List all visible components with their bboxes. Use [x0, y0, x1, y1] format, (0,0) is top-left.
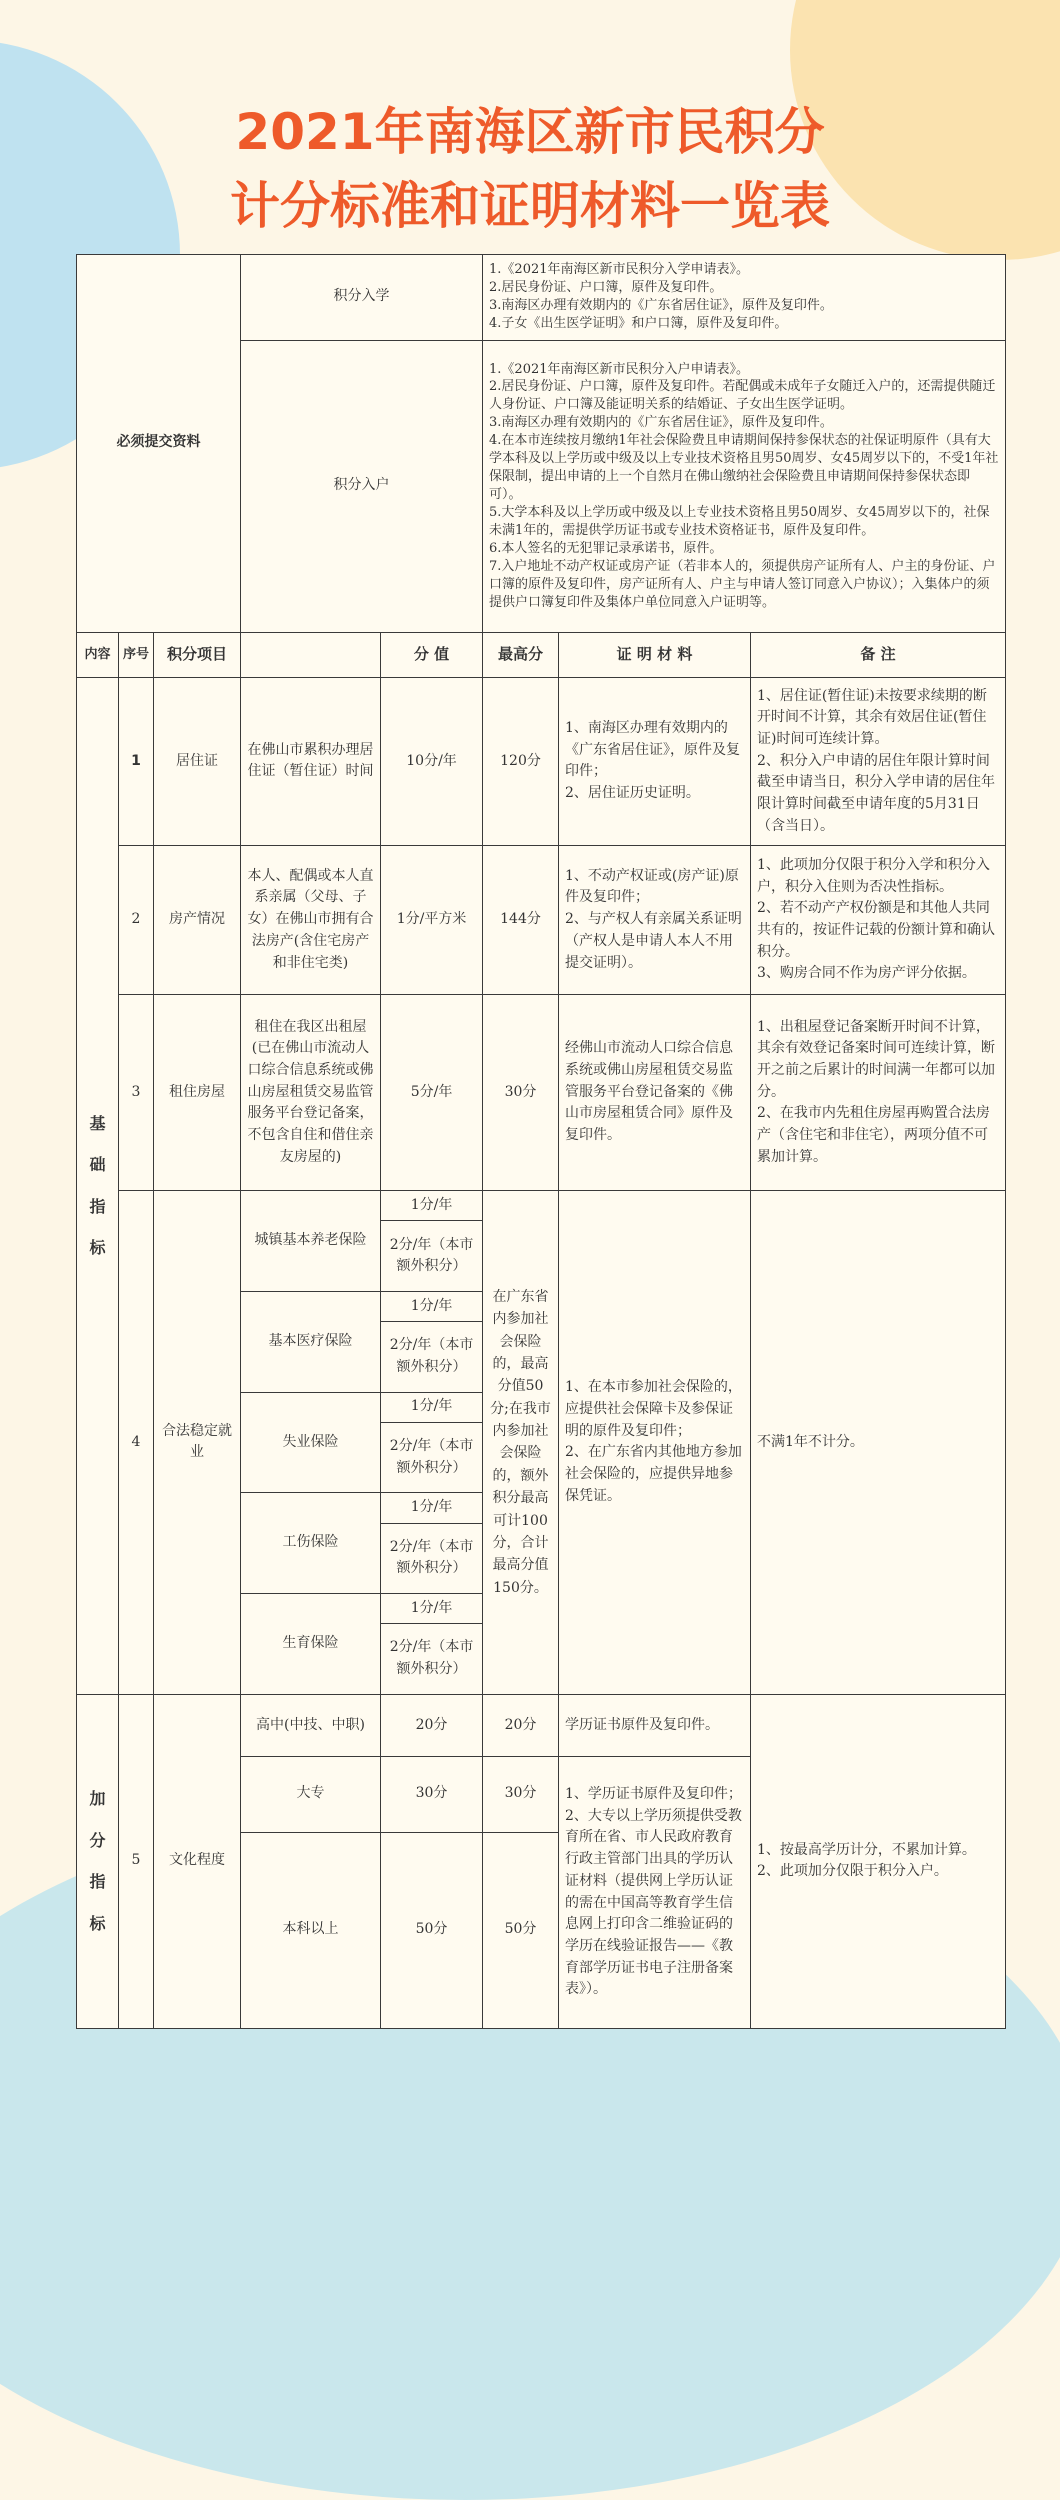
education-level: 本科以上 [241, 1832, 381, 2028]
proof-cell: 学历证书原件及复印件。 [559, 1694, 751, 1756]
required-item: 1.《2021年南海区新市民积分入户申请表》。 [489, 361, 750, 377]
required-item: 2.居民身份证、户口簿，原件及复印件。若配偶或未成年子女随迁入户的，还需提供随迁人身份证、户口簿及能证明关系的结婚证、子女出生医学证明。 [489, 379, 996, 413]
max-cell: 30分 [483, 994, 559, 1190]
table-row-highschool [77, 1694, 1006, 1756]
header-note: 备 注 [751, 632, 1006, 677]
insurance-score-extra: 2分/年（本市额外积分） [381, 1523, 483, 1593]
max-cell: 在广东省内参加社会保险的，最高分值50分;在我市内参加社会保险的，额外积分最高可计100分，合计最高分值150分。 [483, 1191, 559, 1694]
page-title [0, 95, 1060, 243]
score-cell: 10分/年 [381, 677, 483, 845]
note-line: 1、出租屋登记备案断开时间不计算，其余有效登记备案时间可连续计算，断开之前之后累计的时间满一年都可以加分。 [757, 1018, 996, 1100]
note-cell [751, 994, 1006, 1190]
basic-indicator-label: 基础指标 [77, 677, 119, 1694]
insurance-score-base: 1分/年 [381, 1593, 483, 1623]
required-item: 4.子女《出生医学证明》和户口簿，原件及复印件。 [489, 316, 788, 332]
required-label: 必须提交资料 [77, 255, 241, 633]
required-item: 7.入户地址不动产权证或房产证（若非本人的，须提供房产证所有人、户主的身份证、户口簿的原件及复印件，房产证所有人、户主与申请人签订同意入户协议）；入集体户的须提供户口簿复印件及集体户单位同意入户证明等。 [489, 558, 996, 610]
required-item: 4.在本市连续按月缴纳1年社会保险费且申请期间保持参保状态的社保证明原件（具有大学本科及以上学历或中级及以上专业技术资格且男50周岁、女45周岁以下的，不受1年社保限制，提出申请的上一个自然月在佛山缴纳社会保险费且申请期间保持参保状态即可）。 [489, 433, 999, 503]
required-name-school: 积分入学 [241, 255, 483, 341]
seq-cell: 3 [119, 994, 154, 1190]
insurance-score-base: 1分/年 [381, 1291, 483, 1321]
required-name-hukou: 积分入户 [241, 340, 483, 632]
desc-cell: 租住在我区出租屋(已在佛山市流动人口综合信息系统或佛山房屋租赁交易监管服务平台登记备案，不包含自住和借住亲友房屋的) [241, 994, 381, 1190]
item-cell: 文化程度 [154, 1694, 241, 2028]
header-max: 最高分 [483, 632, 559, 677]
proof-cell [559, 845, 751, 994]
seq-cell: 1 [119, 677, 154, 845]
insurance-name: 基本医疗保险 [241, 1291, 381, 1392]
seq-cell: 4 [119, 1191, 154, 1694]
note-line: 1、此项加分仅限于积分入学和积分入户，积分入住则为否决性指标。 [757, 856, 990, 895]
proof-cell [559, 1191, 751, 1694]
table-row-property [77, 845, 1006, 994]
insurance-score-extra: 2分/年（本市额外积分） [381, 1322, 483, 1392]
table-row-residence [77, 677, 1006, 845]
proof-line: 2、大专以上学历须提供受教育所在省、市人民政府教育行政主管部门出具的学历认证材料（提供网上学历认证的需在中国高等教育学生信息网上打印含二维验证码的学历在线验证报告——《教育部学历证书电子注册备案表》）。 [565, 1807, 742, 1998]
insurance-name: 失业保险 [241, 1392, 381, 1493]
bonus-indicator-label: 加分指标 [77, 1694, 119, 2028]
header-proof: 证 明 材 料 [559, 632, 751, 677]
item-cell: 房产情况 [154, 845, 241, 994]
seq-cell: 5 [119, 1694, 154, 2028]
proof-line: 经佛山市流动人口综合信息系统或佛山房屋租赁交易监管服务平台登记备案的《佛山市房屋租赁合同》原件及复印件。 [565, 1040, 734, 1144]
desc-cell: 本人、配偶或本人直系亲属（父母、子女）在佛山市拥有合法房产(含住宅房产和非住宅类) [241, 845, 381, 994]
note-line: 2、此项加分仅限于积分入户。 [757, 1863, 948, 1880]
score-cell: 1分/平方米 [381, 845, 483, 994]
insurance-name: 城镇基本养老保险 [241, 1191, 381, 1292]
insurance-score-extra: 2分/年（本市额外积分） [381, 1422, 483, 1492]
proof-line: 2、居住证历史证明。 [565, 785, 700, 802]
proof-line: 1、南海区办理有效期内的《广东省居住证》，原件及复印件； [565, 720, 741, 780]
proof-line: 1、在本市参加社会保险的，应提供社会保障卡及参保证明的原件及复印件； [565, 1379, 742, 1439]
note-line: 1、居住证(暂住证)未按要求续期的断开时间不计算，其余有效居住证(暂住证)时间可连续计算。 [757, 687, 987, 747]
required-item: 1.《2021年南海区新市民积分入学申请表》。 [489, 261, 750, 277]
required-items-hukou [483, 340, 1006, 632]
proof-cell [559, 1757, 751, 2029]
insurance-name: 工伤保险 [241, 1493, 381, 1594]
score-cell: 30分 [381, 1757, 483, 1833]
header-content: 内容 [77, 632, 119, 677]
header-score: 分 值 [381, 632, 483, 677]
insurance-score-extra: 2分/年（本市额外积分） [381, 1624, 483, 1694]
required-item: 3.南海区办理有效期内的《广东省居住证》，原件及复印件。 [489, 298, 833, 314]
insurance-score-base: 1分/年 [381, 1392, 483, 1422]
max-cell: 50分 [483, 1832, 559, 2028]
header-blank [241, 632, 381, 677]
education-level: 大专 [241, 1757, 381, 1833]
insurance-score-base: 1分/年 [381, 1493, 483, 1523]
note-cell [751, 845, 1006, 994]
note-cell [751, 677, 1006, 845]
proof-line: 1、学历证书原件及复印件； [565, 1786, 742, 1803]
insurance-score-base: 1分/年 [381, 1191, 483, 1221]
note-line: 2、在我市内先租住房屋再购置合法房产（含住宅和非住宅），两项分值不可累加计算。 [757, 1105, 990, 1165]
max-cell: 20分 [483, 1694, 559, 1756]
note-line: 2、若不动产产权份额是和其他人共同共有的，按证件记载的份额计算和确认积分。 [757, 900, 996, 960]
note-cell [751, 1694, 1006, 2028]
max-cell: 30分 [483, 1757, 559, 1833]
max-cell: 120分 [483, 677, 559, 845]
note-line: 3、购房合同不作为房产评分依据。 [757, 965, 976, 982]
note-line: 2、积分入户申请的居住年限计算时间截至申请当日，积分入学申请的居住年限计算时间截至申请年度的5月31日（含当日）。 [757, 752, 996, 834]
required-item: 2.居民身份证、户口簿，原件及复印件。 [489, 280, 723, 296]
title-line-2: 计分标准和证明材料一览表 [230, 177, 830, 235]
table-row-rental [77, 994, 1006, 1190]
required-item: 6.本人签名的无犯罪记录承诺书，原件。 [489, 540, 723, 556]
proof-line: 1、不动产权证或(房产证)原件及复印件； [565, 867, 739, 906]
education-level: 高中(中技、中职) [241, 1694, 381, 1756]
score-cell: 20分 [381, 1694, 483, 1756]
table-row-pension-a [77, 1191, 1006, 1221]
required-item: 5.大学本科及以上学历或中级及以上专业技术资格且男50周岁、女45周岁以下的，社保未满1年的，需提供学历证书或专业技术资格证书，原件及复印件。 [489, 505, 990, 538]
header-item: 积分项目 [154, 632, 241, 677]
seq-cell: 2 [119, 845, 154, 994]
note-line: 1、按最高学历计分，不累加计算。 [757, 1841, 976, 1858]
required-item: 3.南海区办理有效期内的《广东省居住证》，原件及复印件。 [489, 415, 833, 431]
proof-cell [559, 994, 751, 1190]
score-cell: 5分/年 [381, 994, 483, 1190]
item-cell: 合法稳定就业 [154, 1191, 241, 1694]
score-cell: 50分 [381, 1832, 483, 2028]
insurance-name: 生育保险 [241, 1593, 381, 1694]
proof-cell [559, 677, 751, 845]
points-standard-table [76, 254, 1006, 2029]
note-cell: 不满1年不计分。 [751, 1191, 1006, 1694]
required-items-school [483, 255, 1006, 341]
proof-line: 2、与产权人有亲属关系证明（产权人是申请人本人不用提交证明）。 [565, 911, 742, 971]
desc-cell: 在佛山市累积办理居住证（暂住证）时间 [241, 677, 381, 845]
insurance-score-extra: 2分/年（本市额外积分） [381, 1221, 483, 1291]
header-seq: 序号 [119, 632, 154, 677]
proof-line: 2、在广东省内其他地方参加社会保险的，应提供异地参保凭证。 [565, 1444, 742, 1504]
max-cell: 144分 [483, 845, 559, 994]
item-cell: 居住证 [154, 677, 241, 845]
title-line-1: 2021年南海区新市民积分 [235, 103, 825, 161]
header-row [77, 632, 1006, 677]
item-cell: 租住房屋 [154, 994, 241, 1190]
required-row-school [77, 255, 1006, 341]
